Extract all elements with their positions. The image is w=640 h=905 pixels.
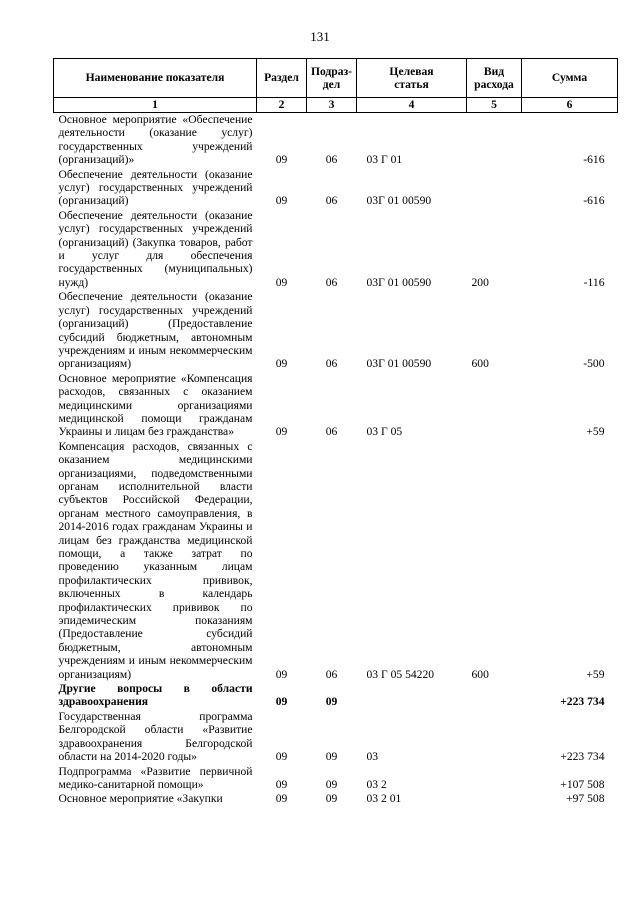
row-section: 09 — [275, 425, 288, 439]
row-amount: -616 — [583, 194, 605, 208]
table-row — [54, 792, 618, 806]
column-number-row — [54, 98, 618, 113]
row-amount: +107 508 — [560, 777, 605, 791]
column-number: 6 — [522, 98, 618, 113]
row-section: 09 — [275, 194, 288, 208]
row-expense-type — [467, 792, 522, 806]
row-expense-type — [467, 710, 522, 765]
row-amount: +223 734 — [560, 750, 605, 764]
row-subsection: 09 — [325, 695, 338, 709]
row-target-article: 03 Г 05 54220 — [366, 667, 435, 681]
row-expense-type: 600 — [471, 667, 489, 681]
table-row — [54, 440, 618, 682]
row-name: Основное мероприятие «Закупки — [58, 792, 223, 806]
row-name: Обеспечение деятельности (оказание услуг) государственных учреждений (организаций) (Предоставление субсидий бюджетным, автономным учреждениям и иным некоммерческим организациям) — [58, 290, 253, 371]
row-target-article: 03 — [366, 750, 379, 764]
header-subsection: Подраз- дел — [307, 59, 357, 98]
row-subsection: 06 — [325, 194, 338, 208]
table-row — [54, 209, 618, 290]
row-subsection: 06 — [325, 357, 338, 371]
row-amount: -616 — [583, 153, 605, 167]
row-subsection: 06 — [325, 425, 338, 439]
row-subsection: 06 — [325, 275, 338, 289]
row-subsection: 09 — [325, 777, 338, 791]
row-section: 09 — [275, 750, 288, 764]
row-section: 09 — [275, 777, 288, 791]
table-row — [54, 710, 618, 765]
table-row — [54, 113, 618, 168]
table-row — [54, 290, 618, 371]
row-target-article: 03 2 — [366, 777, 387, 791]
row-expense-type — [467, 168, 522, 209]
header-name: Наименование показателя — [54, 59, 257, 98]
row-expense-type — [467, 113, 522, 168]
row-target-article: 03 Г 05 — [366, 425, 403, 439]
page-number: 131 — [310, 29, 330, 44]
row-section: 09 — [275, 153, 288, 167]
header-target-article: Целевая статья — [357, 59, 467, 98]
row-amount: +59 — [586, 425, 605, 439]
row-subsection: 09 — [325, 792, 338, 806]
row-subsection: 06 — [325, 153, 338, 167]
row-name: Основное мероприятие «Обеспечение деятельности (оказание услуг) государственных учреждений (организаций)» — [58, 113, 253, 167]
row-name: Обеспечение деятельности (оказание услуг) государственных учреждений (организаций) (Закупка товаров, работ и услуг для обеспечения государственных (муниципальных) нужд) — [58, 208, 253, 289]
row-name: Другие вопросы в области здравоохранения — [58, 682, 253, 709]
row-name: Основное мероприятие «Компенсация расходов, связанных с оказанием медицинскими организациями медицинской помощи гражданам Украины и лицам без гражданства» — [58, 371, 253, 439]
header-amount: Сумма — [522, 59, 618, 98]
row-subsection: 09 — [325, 750, 338, 764]
row-amount: -116 — [583, 275, 605, 289]
row-section: 09 — [275, 357, 288, 371]
row-name: Компенсация расходов, связанных с оказанием медицинскими организациями, подведомственными органам исполнительной власти субъектов Российской Федерации, органам местного самоуправления, в 2014-2016 годах гражданам Украины и лицам без гражданства медицинской помощи, а также затрат по проведению указанным лицам профилактических прививок, включенных в календарь профилактических прививок по эпидемическим показаниям (Предоставление субсидий бюджетным, автономным учреждениям и иным некоммерческим организациям) — [58, 439, 253, 681]
column-number: 2 — [257, 98, 307, 113]
row-name: Государственная программа Белгородской области «Развитие здравоохранения Белгородской области на 2014-2020 годы» — [58, 709, 253, 764]
row-expense-type — [467, 372, 522, 440]
column-number: 1 — [54, 98, 257, 113]
table-row — [54, 682, 618, 710]
row-amount: +97 508 — [566, 792, 605, 806]
table-row — [54, 765, 618, 793]
header-expense-type: Вид расхода — [467, 59, 522, 98]
row-target-article: 03Г 01 00590 — [366, 357, 432, 371]
row-amount: +223 734 — [560, 695, 605, 709]
row-name: Обеспечение деятельности (оказание услуг) государственных учреждений (организаций) — [58, 167, 253, 208]
row-section: 09 — [275, 695, 288, 709]
row-amount: -500 — [583, 357, 605, 371]
column-number: 3 — [307, 98, 357, 113]
row-amount: +59 — [586, 667, 605, 681]
row-target-article — [357, 682, 467, 710]
row-subsection: 06 — [325, 667, 338, 681]
row-expense-type: 600 — [471, 357, 489, 371]
row-target-article: 03Г 01 00590 — [366, 194, 432, 208]
budget-table — [53, 58, 618, 807]
row-target-article: 03 2 01 — [366, 792, 402, 806]
row-expense-type — [467, 682, 522, 710]
table-header-row — [54, 59, 618, 98]
row-expense-type — [467, 765, 522, 793]
row-target-article: 03 Г 01 — [366, 153, 403, 167]
column-number: 5 — [467, 98, 522, 113]
header-section: Раздел — [257, 59, 307, 98]
table-row — [54, 168, 618, 209]
row-expense-type: 200 — [471, 275, 489, 289]
row-section: 09 — [275, 792, 288, 806]
row-target-article: 03Г 01 00590 — [366, 275, 432, 289]
row-section: 09 — [275, 275, 288, 289]
column-number: 4 — [357, 98, 467, 113]
table-row — [54, 372, 618, 440]
row-section: 09 — [275, 667, 288, 681]
row-name: Подпрограмма «Развитие первичной медико-санитарной помощи» — [58, 764, 253, 791]
